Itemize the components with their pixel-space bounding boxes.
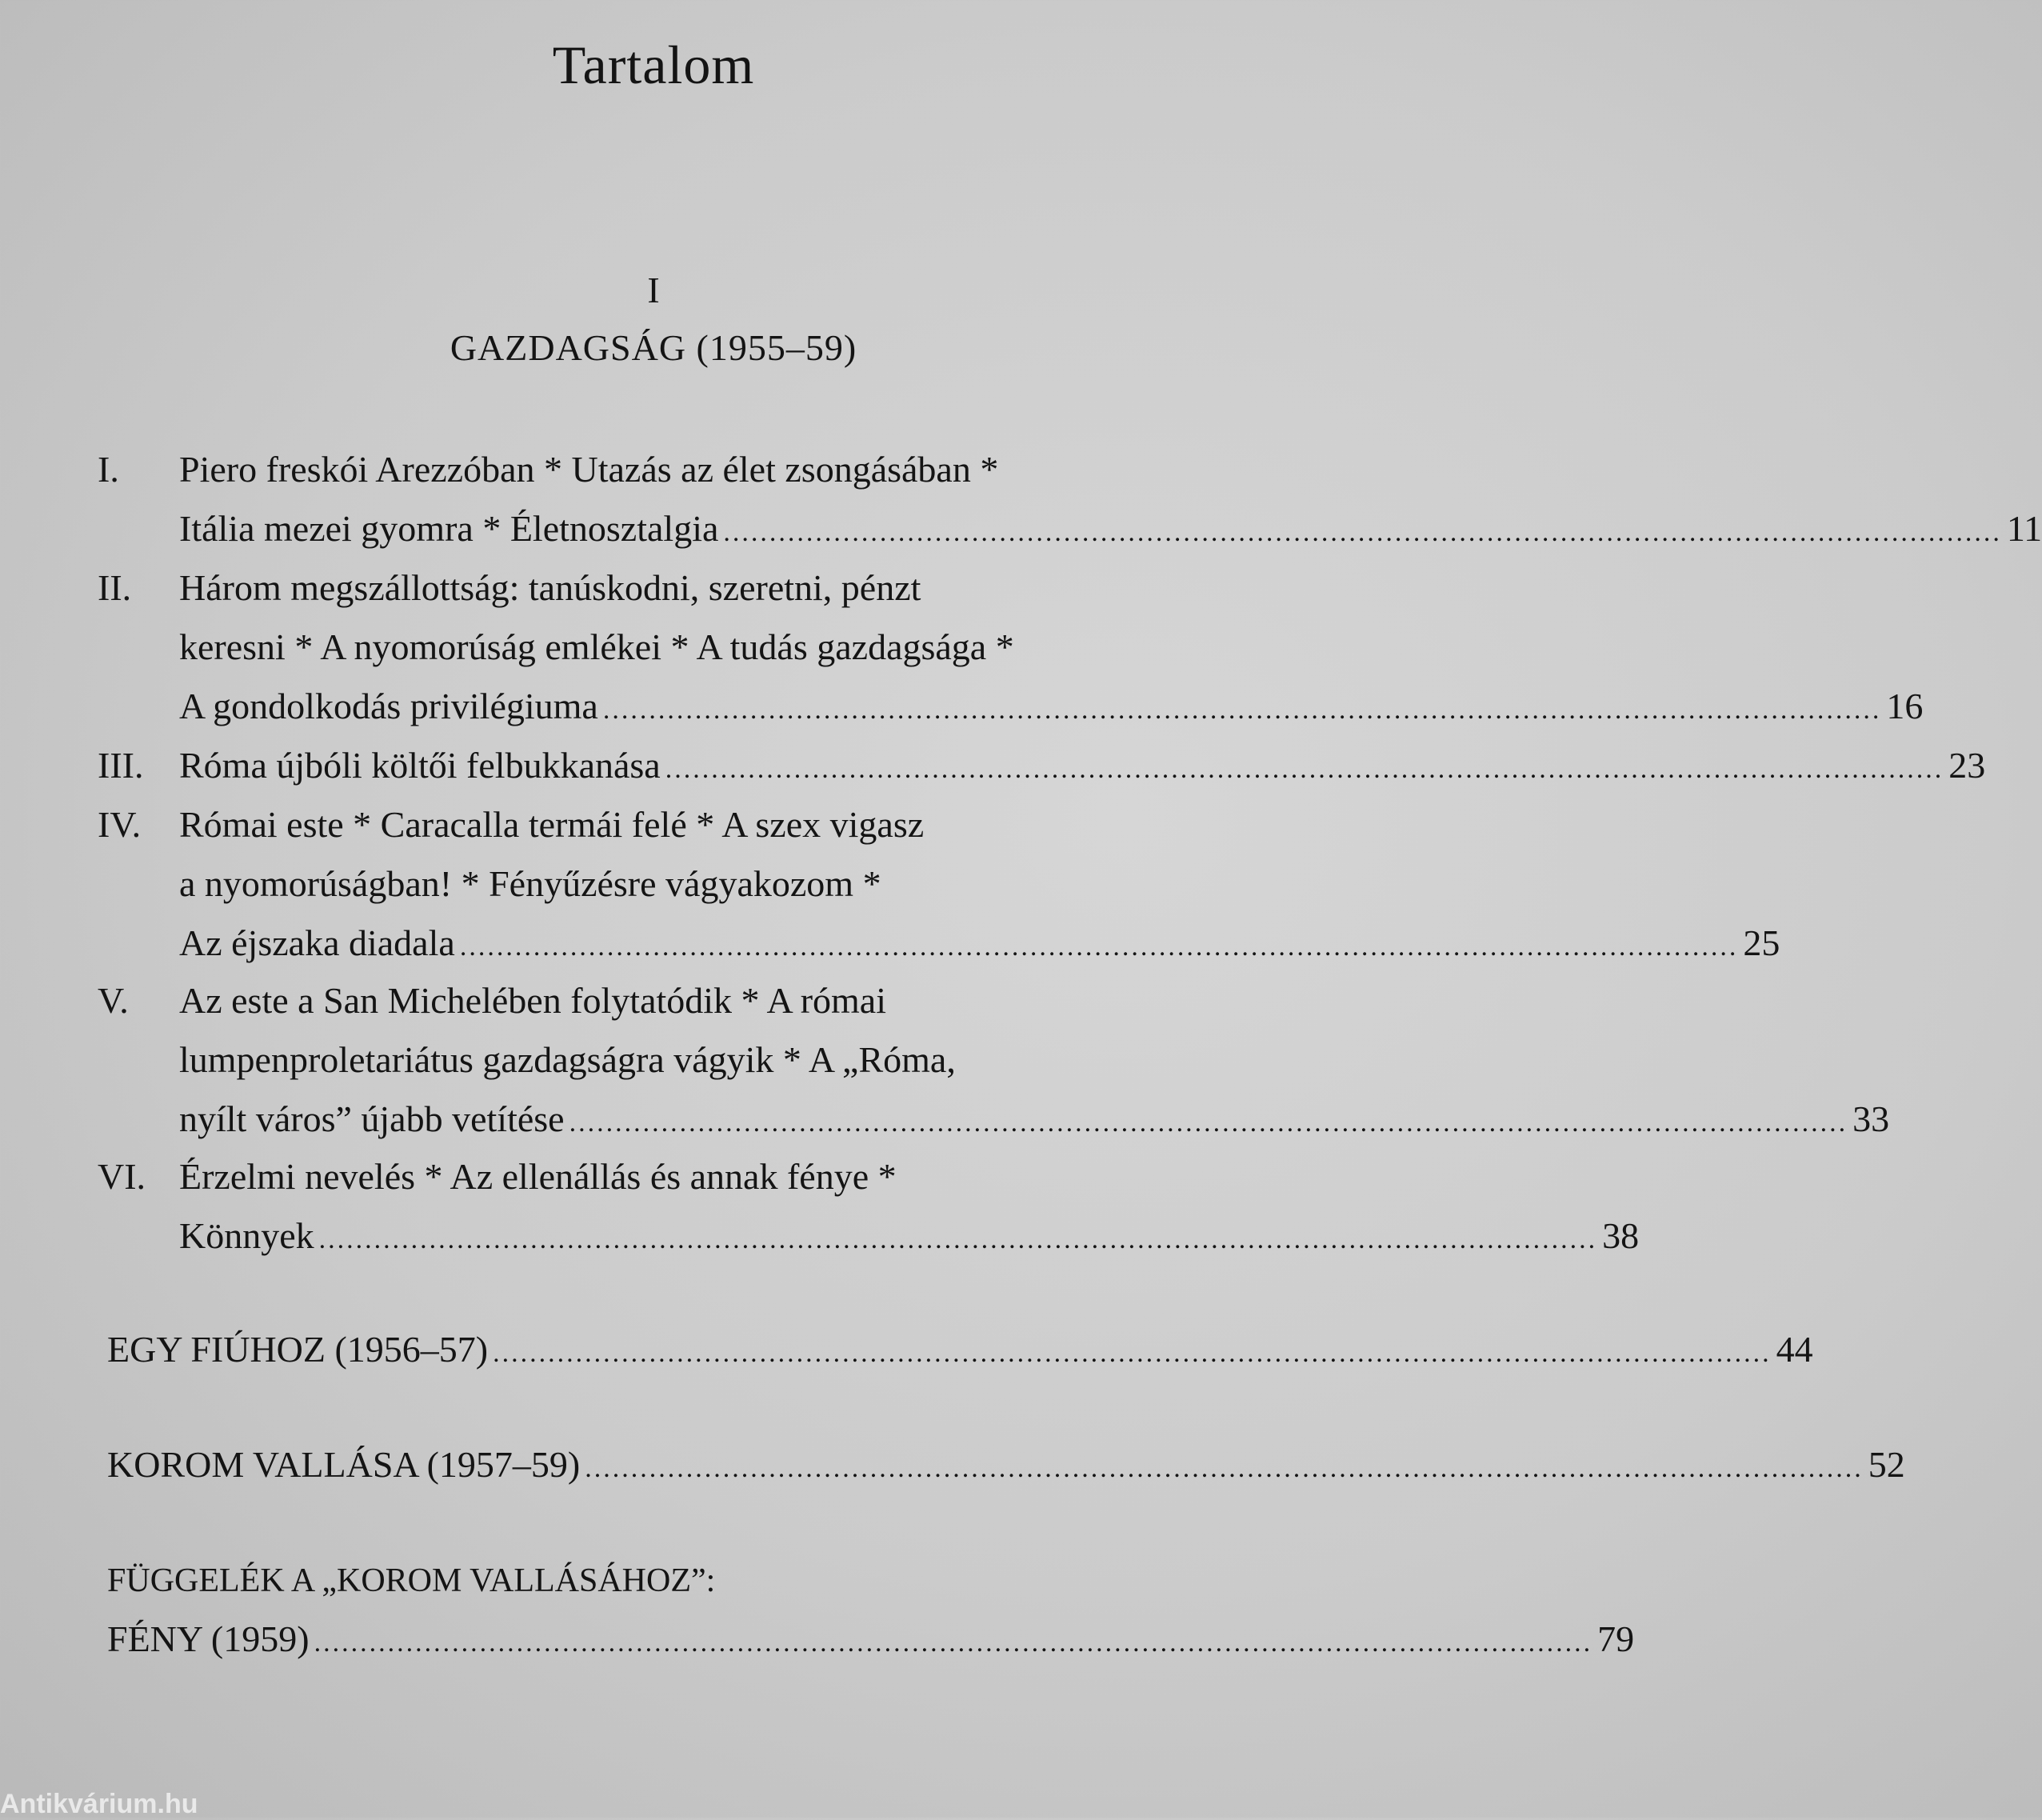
page-number: 38	[1602, 1215, 1640, 1256]
entry-line: keresni * A nyomorúság emlékei * A tudás gazdagsága *	[179, 626, 1014, 667]
part-number: I	[647, 270, 660, 310]
entry-number: I.	[98, 449, 119, 490]
entry-leader-line	[179, 922, 1780, 964]
page-number: 23	[1948, 745, 1986, 786]
page-number: 52	[1868, 1444, 1905, 1485]
section-title: KOROM VALLÁSA (1957–59)	[107, 1444, 581, 1485]
dot-leader: ...........................................................................................................................................	[493, 1338, 1772, 1368]
entry-number: VI.	[98, 1156, 146, 1197]
entry-leader-line	[179, 685, 1924, 727]
entry-number: II.	[98, 567, 132, 608]
page-number: 16	[1886, 686, 1924, 726]
watermark: Antikvárium.hu	[0, 1789, 198, 1819]
page-number: 79	[1597, 1618, 1635, 1659]
dot-leader: ...........................................................................................................................................	[602, 695, 1882, 725]
dot-leader: ...........................................................................................................................................	[585, 1454, 1864, 1483]
entry-line: Három megszállottság: tanúskodni, szeretni, pénzt	[179, 567, 921, 608]
entry-leader-line	[179, 744, 1986, 786]
entry-leader-line	[179, 507, 2042, 550]
page-number: 44	[1776, 1329, 1813, 1370]
entry-line: A gondolkodás privilégiuma	[179, 686, 598, 726]
entry-line: Könnyek	[179, 1215, 314, 1256]
toc-section-3	[107, 1562, 1205, 1600]
entry-number: IV.	[98, 804, 142, 845]
toc-section-3-leader	[107, 1618, 1635, 1660]
entry-leader-line	[179, 1098, 1890, 1140]
toc-section-2	[107, 1443, 1905, 1486]
section-title: EGY FIÚHOZ (1956–57)	[107, 1329, 489, 1370]
dot-leader: ...........................................................................................................................................	[665, 754, 1944, 784]
entry-line: Itália mezei gyomra * Életnosztalgia	[179, 508, 719, 549]
entry-line: Az éjszaka diadala	[179, 922, 455, 963]
entry-line: Érzelmi nevelés * Az ellenállás és annak fénye *	[179, 1156, 897, 1197]
entry-leader-line	[179, 1214, 1640, 1257]
entry-line: Az este a San Michelében folytatódik * A római	[179, 980, 886, 1021]
entry-line: a nyomorúságban! * Fényűzésre vágyakozom *	[179, 863, 881, 904]
section-title: FÜGGELÉK A „KOROM VALLÁSÁHOZ”:	[107, 1562, 716, 1599]
dot-leader: ...........................................................................................................................................	[314, 1628, 1593, 1658]
page-title: Tartalom	[552, 34, 755, 95]
entry-line: nyílt város” újabb vetítése	[179, 1098, 565, 1139]
entry-line: lumpenproletariátus gazdagságra vágyik * A „Róma,	[179, 1039, 956, 1080]
page-number: 25	[1743, 922, 1780, 963]
entry-number: III.	[98, 745, 144, 786]
dot-leader: ...........................................................................................................................................	[723, 518, 2002, 547]
dot-leader: ...........................................................................................................................................	[318, 1225, 1598, 1254]
part-title: GAZDAGSÁG (1955–59)	[450, 327, 857, 368]
toc-section-1	[107, 1328, 1813, 1370]
entry-line: Római este * Caracalla termái felé * A szex vigasz	[179, 804, 925, 845]
entry-number: V.	[98, 980, 129, 1021]
dot-leader: ...........................................................................................................................................	[569, 1108, 1848, 1138]
dot-leader: ...........................................................................................................................................	[459, 932, 1739, 962]
page-number: 11	[2006, 508, 2042, 549]
entry-line: Piero freskói Arezzóban * Utazás az élet zsongásában *	[179, 449, 999, 490]
entry-line: Róma újbóli költői felbukkanása	[179, 745, 661, 786]
section-title: FÉNY (1959)	[107, 1618, 310, 1659]
page-number: 33	[1852, 1098, 1890, 1139]
